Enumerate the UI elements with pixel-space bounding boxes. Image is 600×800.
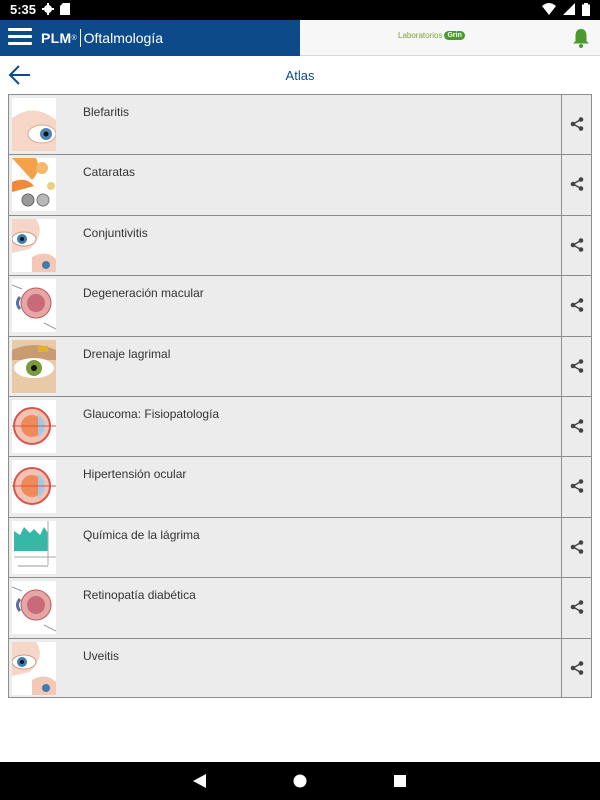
page-header bbox=[0, 56, 600, 94]
brand-logo bbox=[41, 29, 163, 47]
share-button[interactable] bbox=[561, 578, 591, 637]
app-bar bbox=[0, 20, 600, 56]
settings-icon bbox=[42, 3, 54, 15]
status-time: 5:35 bbox=[10, 2, 37, 17]
list-item[interactable] bbox=[8, 396, 592, 456]
status-bar bbox=[0, 0, 600, 20]
list-item[interactable] bbox=[8, 336, 592, 396]
share-icon bbox=[570, 177, 584, 191]
sd-card-icon bbox=[60, 3, 70, 15]
brand-name: PLM bbox=[41, 30, 72, 46]
share-icon bbox=[570, 117, 584, 131]
list-item-label: Hipertensión ocular bbox=[83, 467, 187, 482]
list-item[interactable] bbox=[8, 275, 592, 335]
atlas-thumbnail bbox=[12, 400, 56, 453]
atlas-thumbnail bbox=[12, 581, 56, 634]
atlas-thumbnail bbox=[12, 98, 56, 151]
list-item-label: Cataratas bbox=[83, 165, 136, 180]
nav-home-icon[interactable] bbox=[293, 774, 307, 788]
page-title: Atlas bbox=[285, 68, 315, 83]
share-icon bbox=[570, 600, 584, 614]
list-item[interactable] bbox=[8, 638, 592, 698]
app-bar-brand-section bbox=[0, 20, 300, 56]
list-item-label: Blefaritis bbox=[83, 105, 130, 119]
nav-back-icon[interactable] bbox=[193, 774, 206, 788]
atlas-thumbnail bbox=[12, 521, 56, 574]
share-button[interactable] bbox=[561, 216, 591, 275]
share-button[interactable] bbox=[561, 95, 591, 154]
battery-icon bbox=[582, 3, 590, 16]
share-icon bbox=[570, 661, 584, 675]
list-item-label: Drenaje lagrimal bbox=[83, 346, 171, 361]
list-item-label: Retinopatía diabética bbox=[83, 588, 196, 603]
list-item[interactable] bbox=[8, 94, 592, 154]
share-button[interactable] bbox=[561, 155, 591, 214]
atlas-thumbnail bbox=[12, 158, 56, 211]
share-icon bbox=[570, 540, 584, 554]
sponsor-badge: Grin bbox=[444, 31, 464, 40]
signal-icon bbox=[563, 3, 575, 15]
share-button[interactable] bbox=[561, 397, 591, 456]
brand-registered: ® bbox=[71, 34, 77, 42]
brand-divider bbox=[80, 29, 81, 47]
atlas-thumbnail bbox=[12, 460, 56, 513]
share-icon bbox=[570, 419, 584, 433]
list-item-label: Glaucoma: Fisiopatología bbox=[83, 406, 220, 421]
share-button[interactable] bbox=[561, 639, 591, 697]
list-item[interactable] bbox=[8, 215, 592, 275]
system-nav-bar bbox=[0, 762, 600, 800]
sponsor-logo bbox=[398, 31, 465, 40]
atlas-thumbnail bbox=[12, 642, 56, 695]
menu-icon[interactable] bbox=[8, 28, 32, 48]
list-item-label: Química de la lágrima bbox=[83, 527, 200, 542]
atlas-thumbnail bbox=[12, 340, 56, 393]
atlas-list bbox=[8, 94, 592, 698]
share-button[interactable] bbox=[561, 276, 591, 335]
atlas-thumbnail bbox=[12, 279, 56, 332]
share-icon bbox=[570, 479, 584, 493]
list-item[interactable] bbox=[8, 577, 592, 637]
share-button[interactable] bbox=[561, 457, 591, 516]
share-icon bbox=[570, 238, 584, 252]
list-item-label: Uveitis bbox=[83, 648, 120, 663]
nav-recents-icon[interactable] bbox=[394, 774, 406, 788]
list-item[interactable] bbox=[8, 517, 592, 577]
sponsor-text: Laboratorios bbox=[398, 31, 443, 40]
share-button[interactable] bbox=[561, 337, 591, 396]
share-button[interactable] bbox=[561, 518, 591, 577]
list-item-label: Degeneración macular bbox=[83, 286, 204, 301]
notification-bell-icon[interactable] bbox=[572, 28, 590, 48]
share-icon bbox=[570, 359, 584, 373]
atlas-thumbnail bbox=[12, 219, 56, 272]
share-icon bbox=[570, 298, 584, 312]
app-bar-sponsor-section bbox=[300, 20, 600, 56]
wifi-icon bbox=[542, 3, 556, 15]
list-item[interactable] bbox=[8, 154, 592, 214]
list-item[interactable] bbox=[8, 456, 592, 516]
list-item-label: Conjuntivitis bbox=[83, 225, 148, 240]
section-name: Oftalmología bbox=[83, 30, 163, 46]
